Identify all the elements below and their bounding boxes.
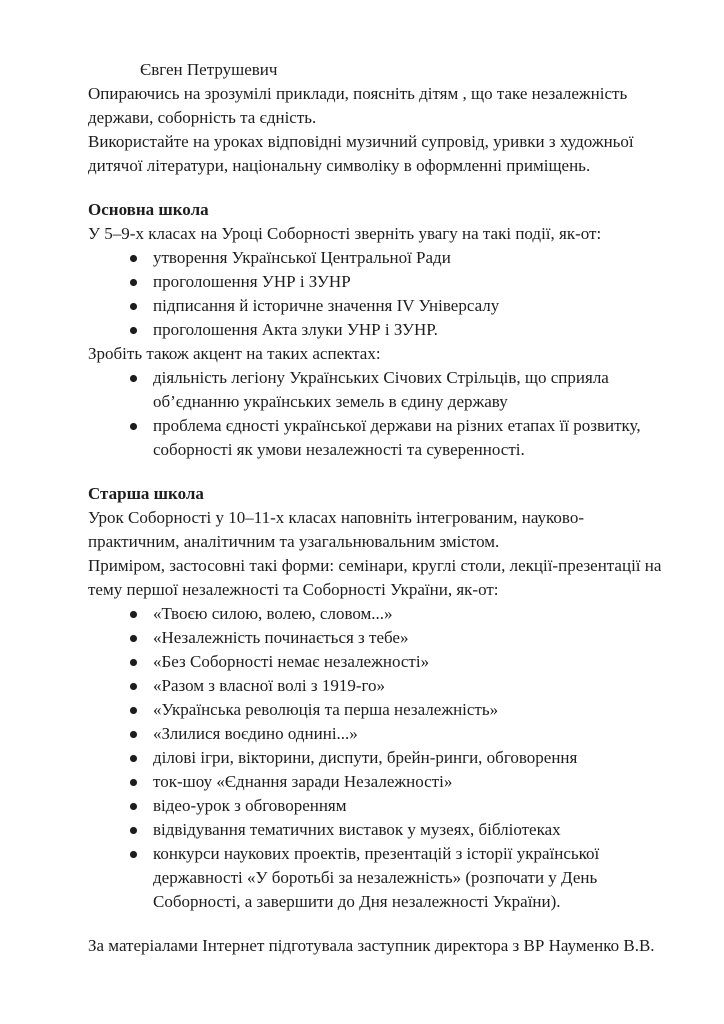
bullet-item-text: «Українська революція та перша незалежність» [153,700,499,719]
bullet-icon [130,659,137,666]
paragraph-spacer [88,462,664,482]
bullet-item [88,414,664,462]
bullet-item-text: «Незалежність починається з тебе» [153,628,409,647]
bullet-icon [130,683,137,690]
paragraph-spacer [88,178,664,198]
bullet-item-text: підписання й історичне значення IV Універсалу [153,296,500,315]
bullet-icon [130,279,137,286]
bullet-item-text: діяльність легіону Українських Січових Стрільців, що сприяла об’єднанню українських земель в єдину державу [153,368,609,411]
paragraph: У 5–9-х класах на Уроці Соборності зверніть увагу на такі події, як-от: [88,224,602,243]
paragraph: Урок Соборності у 10–11-х класах наповніть інтегрованим, науково-практичним, аналітичним та узагальнювальним змістом. [88,508,584,551]
bullet-item [88,246,664,270]
bullet-icon [130,803,137,810]
bullet-item-text: відвідування тематичних виставок у музеях, бібліотеках [153,820,561,839]
bullet-icon [130,375,137,382]
bullet-item-text: конкурси наукових проектів, презентацій з історії української державності «У боротьбі за незалежність» (розпочати у День Соборності, а завершити до Дня незалежності України). [153,844,600,911]
bullet-item [88,294,664,318]
bullet-item-text: проголошення УНР і ЗУНР [153,272,351,291]
bullet-icon [130,827,137,834]
bullet-item [88,674,664,698]
bullet-item [88,650,664,674]
paragraph: Зробіть також акцент на таких аспектах: [88,344,381,363]
bullet-item-text: ток-шоу «Єднання заради Незалежності» [153,772,453,791]
bullet-list [88,602,664,914]
bullet-item [88,698,664,722]
bullet-icon [130,731,137,738]
paragraph: Приміром, застосовні такі форми: семінари, круглі столи, лекції-презентації на тему першої незалежності та Соборності України, як-от: [88,556,662,599]
bullet-item-text: ділові ігри, вікторини, диспути, брейн-ринги, обговорення [153,748,578,767]
bullet-item [88,626,664,650]
bullet-icon [130,327,137,334]
bullet-icon [130,707,137,714]
bullet-item [88,602,664,626]
bullet-item-text: «Разом з власної волі з 1919-го» [153,676,386,695]
bullet-item-text: проблема єдності української держави на різних етапах її розвитку, соборності як умови незалежності та суверенності. [153,416,641,459]
bullet-icon [130,755,137,762]
bullet-icon [130,779,137,786]
bullet-icon [130,851,137,858]
section-heading: Старша школа [88,484,204,503]
bullet-item [88,818,664,842]
author-line: Євген Петрушевич [140,60,278,79]
bullet-icon [130,303,137,310]
bullet-item-text: «Без Соборності немає незалежності» [153,652,430,671]
bullet-item [88,722,664,746]
bullet-icon [130,611,137,618]
bullet-item-text: утворення Української Центральної Ради [153,248,451,267]
bullet-list [88,366,664,462]
bullet-item-text: «Твоєю силою, волею, словом...» [153,604,393,623]
paragraph-spacer [88,914,664,934]
bullet-item [88,794,664,818]
section-heading: Основна школа [88,200,209,219]
bullet-item [88,270,664,294]
bullet-icon [130,423,137,430]
bullet-item [88,318,664,342]
bullet-item-text: проголошення Акта злуки УНР і ЗУНР. [153,320,438,339]
bullet-item [88,366,664,414]
bullet-item [88,746,664,770]
bullet-icon [130,255,137,262]
paragraph: Використайте на уроках відповідні музичний супровід, уривки з художньої дитячої літератури, національну символіку в оформленні приміщень. [88,132,634,175]
paragraph: Опираючись на зрозумілі приклади, поясніть дітям , що таке незалежність держави, соборність та єдність. [88,84,628,127]
bullet-icon [130,635,137,642]
paragraph: За матеріалами Інтернет підготувала заступник директора з ВР Науменко В.В. [88,936,655,955]
bullet-list [88,246,664,342]
bullet-item-text: «Злилися воєдино однині...» [153,724,358,743]
bullet-item-text: відео-урок з обговоренням [153,796,347,815]
document-content [88,58,664,958]
bullet-item [88,842,664,914]
bullet-item [88,770,664,794]
